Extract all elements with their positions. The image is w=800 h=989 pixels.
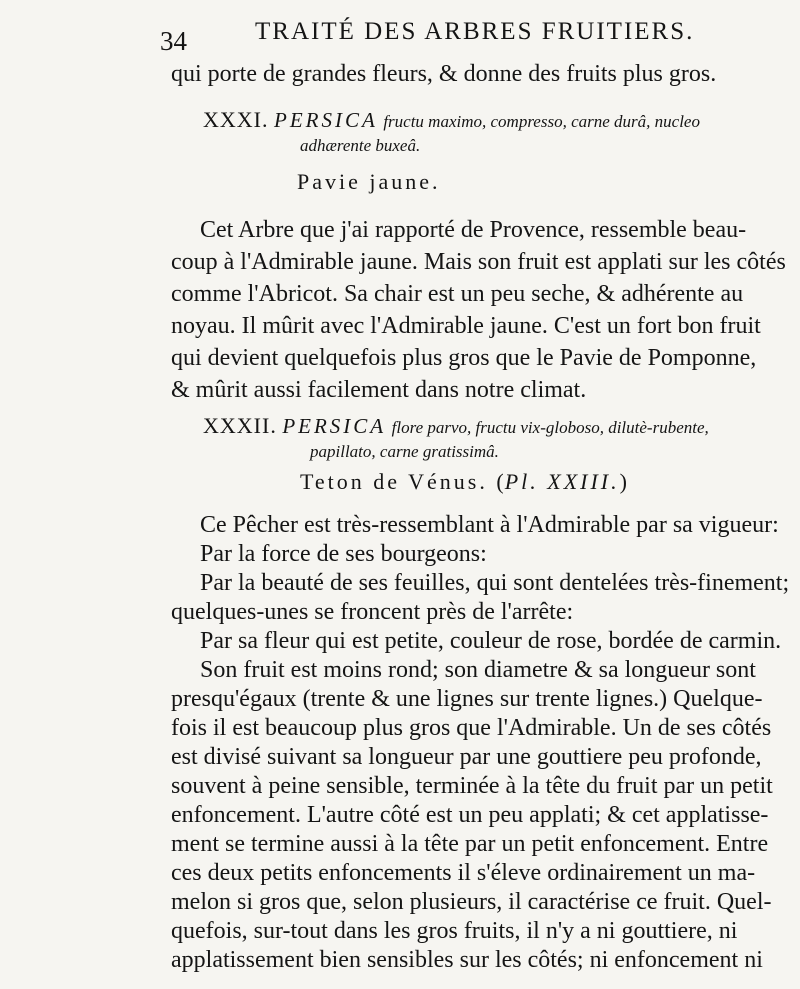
paragraph-line: Par sa fleur qui est petite, couleur de rose, bordée de carmin. xyxy=(200,628,782,654)
intro-line: qui porte de grandes fleurs, & donne des fruits plus gros. xyxy=(171,61,717,87)
paragraph-line: souvent à peine sensible, terminée à la tête du fruit par un petit xyxy=(171,773,773,799)
paragraph-line: melon si gros que, selon plusieurs, il caractérise ce fruit. Quel- xyxy=(171,889,772,915)
page-number: 34 xyxy=(160,26,187,56)
species-number: XXXII. xyxy=(203,413,277,438)
page-header xyxy=(160,14,800,54)
paragraph-line: ment se termine aussi à la tête par un petit enfoncement. Entre xyxy=(171,831,769,857)
paragraph-line: ces deux petits enfoncements il s'éleve ordinairement un ma- xyxy=(171,860,756,886)
variety-name-32 xyxy=(300,466,628,498)
paragraph-line: Par la force de ses bourgeons: xyxy=(200,541,487,567)
paragraph-line: noyau. Il mûrit avec l'Admirable jaune. C'est un fort bon fruit xyxy=(171,313,761,339)
plate-reference: Pl. XXIII. xyxy=(504,469,620,494)
variety-name: Teton de Vénus. xyxy=(300,469,488,494)
paragraph-line: coup à l'Admirable jaune. Mais son fruit est applati sur les côtés xyxy=(171,249,786,275)
species-description-continued: papillato, carne gratissimâ. xyxy=(310,442,499,461)
paragraph-line: Cet Arbre que j'ai rapporté de Provence, ressemble beau- xyxy=(200,217,747,243)
paragraph-line: quefois, sur-tout dans les gros fruits, il n'y a ni gouttiere, ni xyxy=(171,918,738,944)
species-genus: PERSICA xyxy=(282,414,387,438)
variety-name-31: Pavie jaune. xyxy=(297,169,441,194)
paragraph-line: presqu'égaux (trente & une lignes sur trente lignes.) Quelque- xyxy=(171,686,763,712)
paragraph-line: Par la beauté de ses feuilles, qui sont dentelées très-finement; xyxy=(200,570,790,596)
paragraph-line: Son fruit est moins rond; son diametre & sa longueur sont xyxy=(200,657,756,683)
species-genus: PERSICA xyxy=(274,108,378,132)
species-heading-31 xyxy=(203,104,700,138)
paragraph-line: applatissement bien sensibles sur les côtés; ni enfoncement ni xyxy=(171,947,763,973)
species-description: fructu maximo, compresso, carne durâ, nucleo xyxy=(383,112,700,131)
running-title: TRAITÉ DES ARBRES FRUITIERS. xyxy=(255,18,695,45)
paragraph-line: qui devient quelquefois plus gros que le Pavie de Pomponne, xyxy=(171,345,757,371)
species-number: XXXI. xyxy=(203,107,269,132)
paragraph-line: Ce Pêcher est très-ressemblant à l'Admirable par sa vigueur: xyxy=(200,512,779,538)
paragraph-line: fois il est beaucoup plus gros que l'Admirable. Un de ses côtés xyxy=(171,715,772,741)
plate-close-paren: ) xyxy=(619,469,628,494)
paragraph-line: est divisé suivant sa longueur par une gouttiere peu profonde, xyxy=(171,744,762,770)
paragraph-line: enfoncement. L'autre côté est un peu applati; & cet applatisse- xyxy=(171,802,769,828)
paragraph-line: comme l'Abricot. Sa chair est un peu seche, & adhérente au xyxy=(171,281,744,307)
species-description-continued: adhærente buxeâ. xyxy=(300,136,421,155)
species-description: flore parvo, fructu vix-globoso, dilutè-rubente, xyxy=(391,418,709,437)
paragraph-line: quelques-unes se froncent près de l'arrête: xyxy=(171,599,574,625)
plate-open-paren: ( xyxy=(496,469,505,494)
paragraph-line: & mûrit aussi facilement dans notre climat. xyxy=(171,377,587,403)
